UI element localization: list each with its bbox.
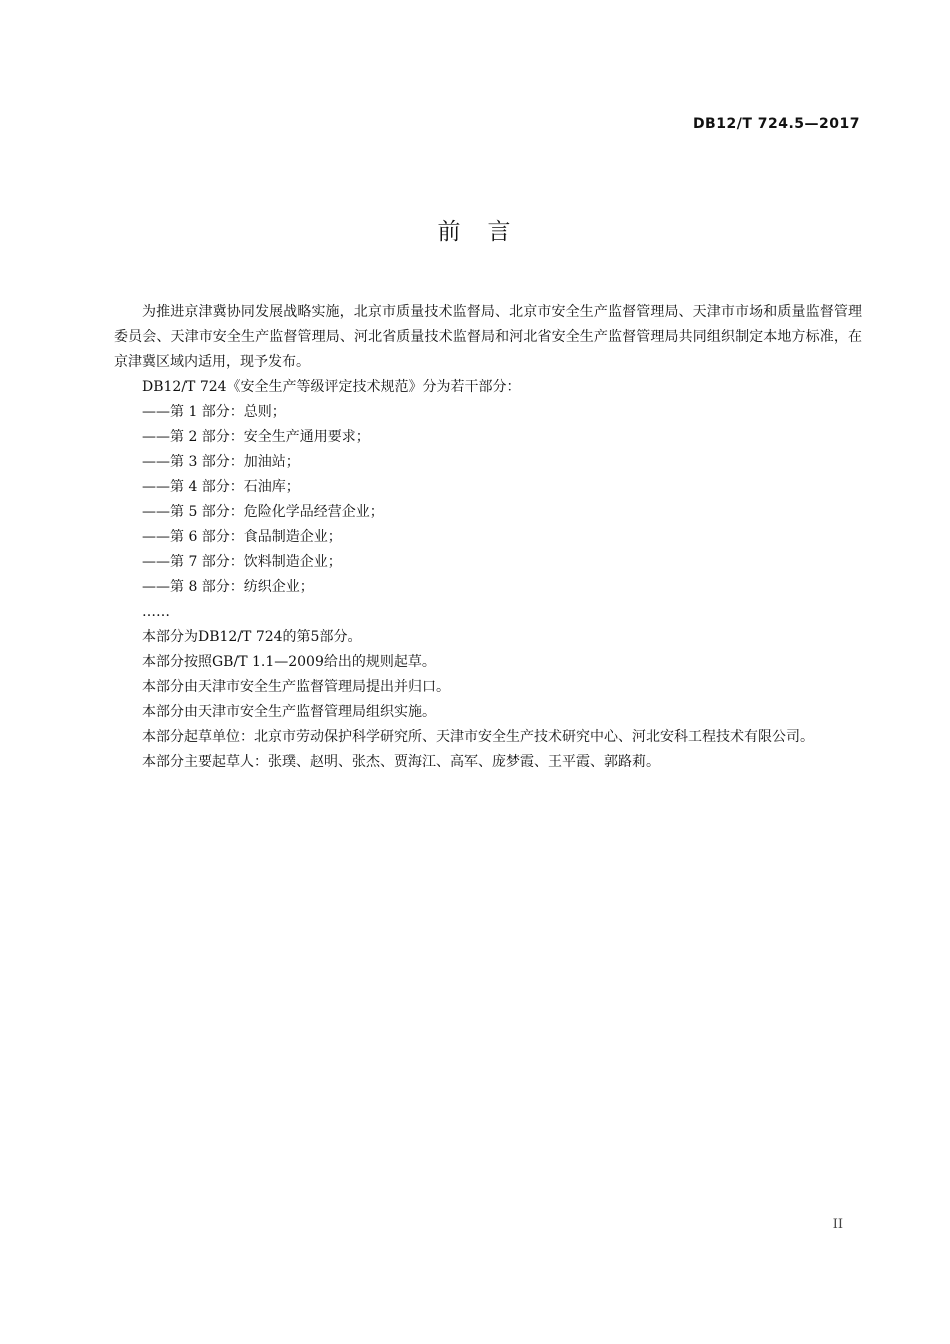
list-item: ——第 2 部分：安全生产通用要求；	[142, 429, 370, 445]
statement-drafting-rules: 本部分按照GB/T 1.1—2009给出的规则起草。	[142, 654, 436, 670]
foreword-body	[114, 300, 862, 775]
parts-list	[114, 400, 862, 625]
list-item: ——第 6 部分：食品制造企业；	[142, 529, 342, 545]
list-item: ——第 7 部分：饮料制造企业；	[142, 554, 342, 570]
page-number: II	[832, 1217, 843, 1232]
list-item: ——第 5 部分：危险化学品经营企业；	[142, 504, 384, 520]
list-item-ellipsis: ……	[142, 604, 170, 620]
statement-implementer: 本部分由天津市安全生产监督管理局组织实施。	[142, 704, 436, 720]
statement-drafters: 本部分主要起草人：张璞、赵明、张杰、贾海江、高军、庞梦霞、王平霞、郭路莉。	[142, 754, 660, 770]
statement-part-number: 本部分为DB12/T 724的第5部分。	[142, 629, 362, 645]
list-item: ——第 4 部分：石油库；	[142, 479, 300, 495]
document-code: DB12/T 724.5—2017	[692, 116, 860, 132]
page-title: 前 言	[437, 219, 513, 245]
list-item: ——第 1 部分：总则；	[142, 404, 286, 420]
parts-intro: DB12/T 724《安全生产等级评定技术规范》分为若干部分：	[142, 379, 521, 395]
list-item: ——第 8 部分：纺织企业；	[142, 579, 314, 595]
statement-drafting-units: 本部分起草单位：北京市劳动保护科学研究所、天津市安全生产技术研究中心、河北安科工程技术有限公司。	[142, 729, 814, 745]
list-item: ——第 3 部分：加油站；	[142, 454, 300, 470]
statement-proposer: 本部分由天津市安全生产监督管理局提出并归口。	[142, 679, 450, 695]
intro-paragraph: 为推进京津冀协同发展战略实施，北京市质量技术监督局、北京市安全生产监督管理局、天津市市场和质量监督管理委员会、天津市安全生产监督管理局、河北省质量技术监督局和河北省安全生产监督管理局共同组织制定本地方标准，在京津冀区域内适用，现予发布。	[114, 304, 862, 370]
